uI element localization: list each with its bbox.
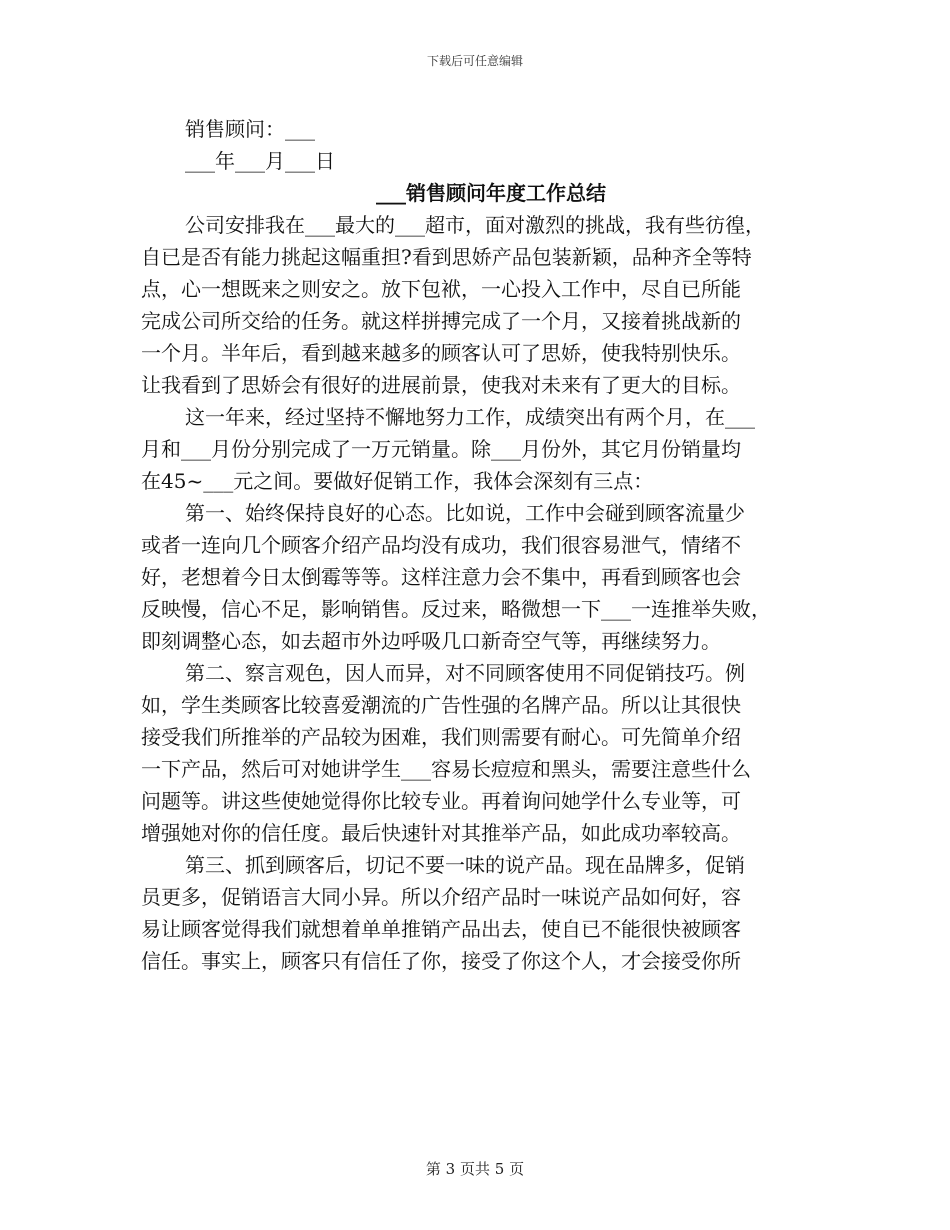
paragraph <box>141 209 821 401</box>
paragraph-line: 自已是否有能力挑起这幅重担?看到思娇产品包装新颖，品种齐全等特 <box>141 245 752 269</box>
advisor-line: 销售顾问：___ <box>185 117 315 141</box>
paragraph-line: 或者一连向几个顾客介绍产品均没有成功，我们很容易泄气，情绪不 <box>141 533 741 557</box>
paragraph-line: 增强她对你的信任度。最后快速针对其推举产品，如此成功率较高。 <box>141 821 741 845</box>
paragraph <box>141 497 821 657</box>
paragraph-line: 好，老想着今日太倒霉等等。这样注意力会不集中，再看到顾客也会 <box>141 565 741 589</box>
paragraph-line: 信任。事实上，顾客只有信任了你，接受了你这个人，才会接受你所 <box>141 949 741 973</box>
paragraphs <box>141 209 821 977</box>
paragraph-line: 一下产品，然后可对她讲学生___容易长痘痘和黑头，需要注意些什么 <box>141 757 751 781</box>
paragraph-line: 第一、始终保持良好的心态。比如说，工作中会碰到顾客流量少 <box>185 501 745 525</box>
document-title: ___销售顾问年度工作总结 <box>376 181 606 205</box>
paragraph-line: 点，心一想既来之则安之。放下包袱，一心投入工作中，尽自已所能 <box>141 277 741 301</box>
paragraph-line: 让我看到了思娇会有很好的进展前景，使我对未来有了更大的目标。 <box>141 373 741 397</box>
paragraph-line: 第三、抓到顾客后，切记不要一味的说产品。现在品牌多，促销 <box>185 853 745 877</box>
paragraph-line: 月和___月份分别完成了一万元销量。除___月份外，其它月份销量均 <box>141 437 741 461</box>
page-header: 下载后可任意编辑 <box>426 54 523 68</box>
paragraph-line: 问题等。讲这些使她觉得你比较专业。再着询问她学什么专业等，可 <box>141 789 741 813</box>
paragraph-line: 如，学生类顾客比较喜爱潮流的广告性强的名牌产品。所以让其很快 <box>141 693 741 717</box>
paragraph-line: 易让顾客觉得我们就想着单单推销产品出去，使自已不能很快被顾客 <box>141 917 741 941</box>
paragraph-line: 这一年来，经过坚持不懈地努力工作，成绩突出有两个月，在___ <box>185 405 755 429</box>
paragraph-line: 反映慢，信心不足，影响销售。反过来，略微想一下___一连推举失败， <box>141 597 771 621</box>
date-line: ___年___月___日 <box>185 149 335 173</box>
paragraph <box>141 401 821 497</box>
paragraph-line: 完成公司所交给的任务。就这样拼搏完成了一个月，又接着挑战新的 <box>141 309 741 333</box>
paragraph-line: 一个月。半年后，看到越来越多的顾客认可了思娇，使我特别快乐。 <box>141 341 741 365</box>
page-footer: 第 3 页共 5 页 <box>425 1160 525 1178</box>
paragraph <box>141 657 821 849</box>
paragraph-line: 接受我们所推举的产品较为困难，我们则需要有耐心。可先简单介绍 <box>141 725 741 749</box>
paragraph-line: 第二、察言观色，因人而异，对不同顾客使用不同促销技巧。例 <box>185 661 745 685</box>
paragraph <box>141 849 821 977</box>
paragraph-line: 员更多，促销语言大同小异。所以介绍产品时一味说产品如何好，容 <box>141 885 741 909</box>
paragraph-line: 即刻调整心态，如去超市外边呼吸几口新奇空气等，再继续努力。 <box>141 629 721 653</box>
document-body <box>141 113 821 977</box>
paragraph-line: 公司安排我在___最大的___超市，面对激烈的挑战，我有些彷徨， <box>185 213 765 237</box>
paragraph-line: 在45~___元之间。要做好促销工作，我体会深刻有三点： <box>141 469 654 493</box>
